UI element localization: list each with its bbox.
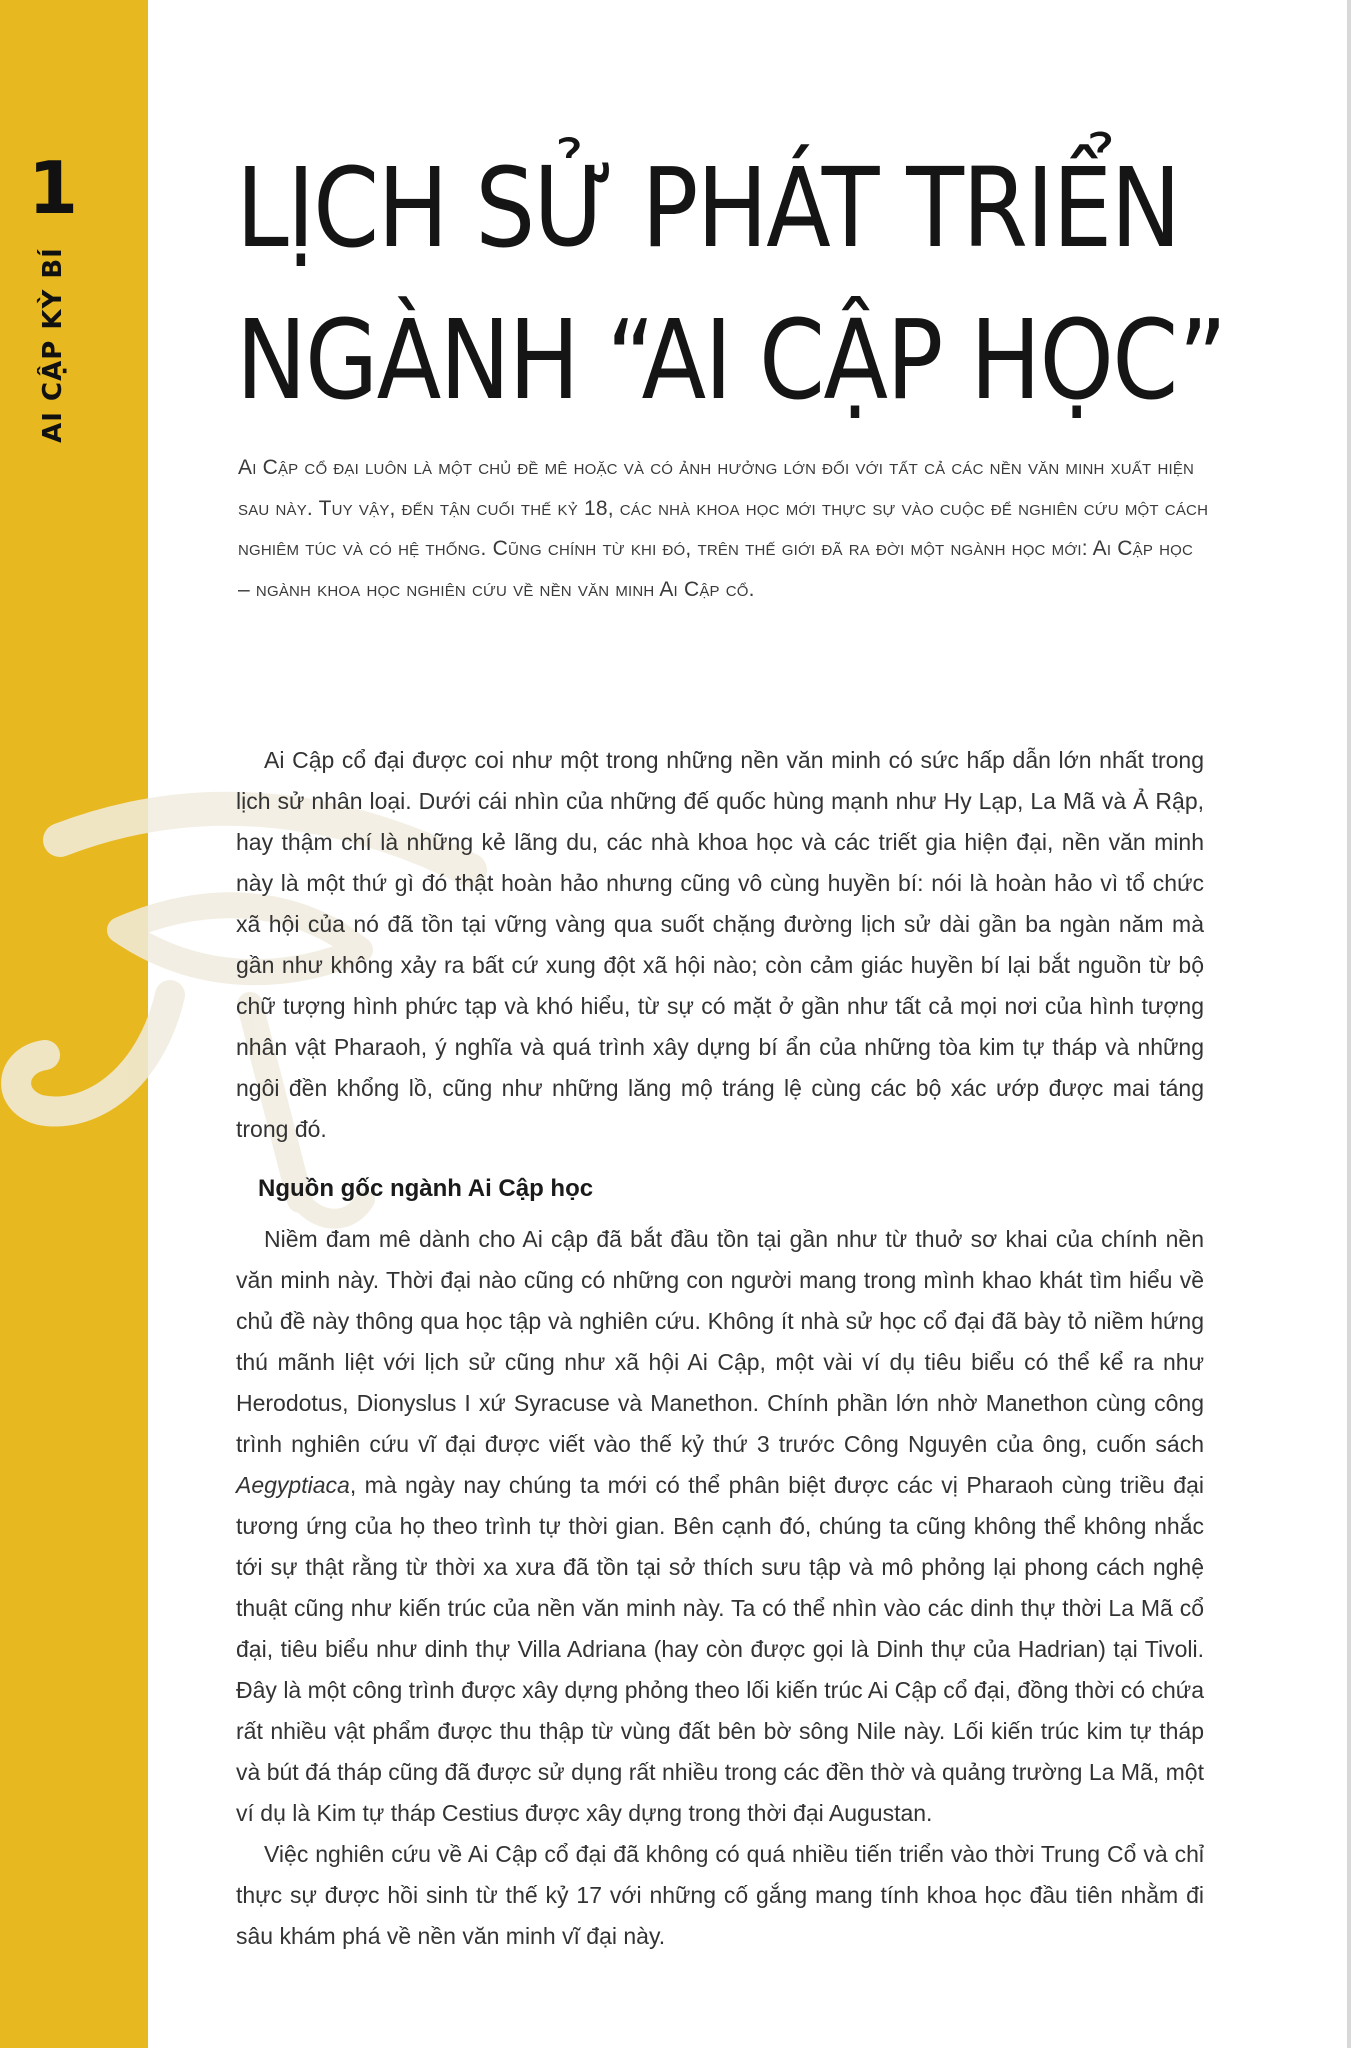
book-title: Aegyptiaca (236, 1472, 350, 1498)
title-line-1: LỊCH SỬ PHÁT TRIỂN (236, 144, 1180, 272)
section-heading: Nguồn gốc ngành Ai Cập học (258, 1175, 594, 1202)
chapter-title: AI CẬP KỲ BÍ (38, 247, 68, 443)
body-paragraph: Ai Cập cổ đại được coi như một trong những nền văn minh có sức hấp dẫn lớn nhất trong lịch sử nhân loại. Dưới cái nhìn của những đế quốc hùng mạnh như Hy Lạp, La Mã và Ả Rập, hay thậm chí là những kẻ lãng du, các nhà khoa học và các triết gia hiện đại, nền văn minh này là một thứ gì đó thật hoàn hảo nhưng cũng vô cùng huyền bí: nói là hoàn hảo vì tổ chức xã hội của nó đã tồn tại vững vàng qua suốt chặng đường lịch sử dài gần ba ngàn năm mà gần như không xảy ra bất cứ xung đột xã hội nào; còn cảm giác huyền bí lại bắt nguồn từ bộ chữ tượng hình phức tạp và khó hiểu, từ sự có mặt ở gần như tất cả mọi nơi của hình tượng nhân vật Pharaoh, ý nghĩa và quá trình xây dựng bí ẩn của những tòa kim tự tháp và những ngôi đền khổng lồ, cũng như những lăng mộ tráng lệ cùng các bộ xác ướp được mai táng trong đó. (236, 747, 1204, 1142)
chapter-number: 1 (27, 146, 79, 230)
lead-paragraph: Ai Cập cổ đại luôn là một chủ đề mê hoặc và có ảnh hưởng lớn đối với tất cả các nền văn minh xuất hiện sau này. Tuy vậy, đến tận cuối thế kỷ 18, các nhà khoa học mới thực sự vào cuộc để nghiên cứu một cách nghiêm túc và có hệ thống. Cũng chính từ khi đó, trên thế giới đã ra đời một ngành học mới: Ai Cập học – ngành khoa học nghiên cứu về nền văn minh Ai Cập cổ. (238, 456, 1209, 601)
page-edge (1347, 0, 1351, 2048)
title-line-2: NGÀNH “AI CẬP HỌC” (236, 296, 1226, 424)
paragraph-text: , mà ngày nay chúng ta mới có thể phân biệt được các vị Pharaoh cùng triều đại tương ứng của họ theo trình tự thời gian. Bên cạnh đó, chúng ta cũng không thể không nhắc tới sự thật rằng từ thời xa xưa đã tồn tại sở thích sưu tập và mô phỏng lại phong cách nghệ thuật cũng như kiến trúc của nền văn minh này. Ta có thể nhìn vào các dinh thự thời La Mã cổ đại, tiêu biểu như dinh thự Villa Adriana (hay còn được gọi là Dinh thự của Hadrian) tại Tivoli. Đây là một công trình được xây dựng phỏng theo lối kiến trúc Ai Cập cổ đại, đồng thời có chứa rất nhiều vật phẩm được thu thập từ vùng đất bên bờ sông Nile này. Lối kiến trúc kim tự tháp và bút đá tháp cũng đã được sử dụng rất nhiều trong các đền thờ và quảng trường La Mã, một ví dụ là Kim tự tháp Cestius được xây dựng trong thời đại Augustan. (236, 1472, 1204, 1826)
body-paragraph (236, 1219, 1204, 1834)
paragraph-text: Niềm đam mê dành cho Ai cập đã bắt đầu tồn tại gần như từ thuở sơ khai của chính nền văn minh này. Thời đại nào cũng có những con người mang trong mình khao khát tìm hiểu về chủ đề này thông qua học tập và nghiên cứu. Không ít nhà sử học cổ đại đã bày tỏ niềm hứng thú mãnh liệt với lịch sử cũng như xã hội Ai Cập, một vài ví dụ tiêu biểu có thể kể ra như Herodotus, Dionyslus I xứ Syracuse và Manethon. Chính phần lớn nhờ Manethon cùng công trình nghiên cứu vĩ đại được viết vào thế kỷ thứ 3 trước Công Nguyên của ông, cuốn sách (236, 1226, 1204, 1457)
body-paragraph: Việc nghiên cứu về Ai Cập cổ đại đã không có quá nhiều tiến triển vào thời Trung Cổ và chỉ thực sự được hồi sinh từ thế kỷ 17 với những cố gắng mang tính khoa học đầu tiên nhằm đi sâu khám phá về nền văn minh vĩ đại này. (236, 1841, 1204, 1949)
body-content (236, 740, 1204, 1957)
page-title (236, 132, 1226, 436)
